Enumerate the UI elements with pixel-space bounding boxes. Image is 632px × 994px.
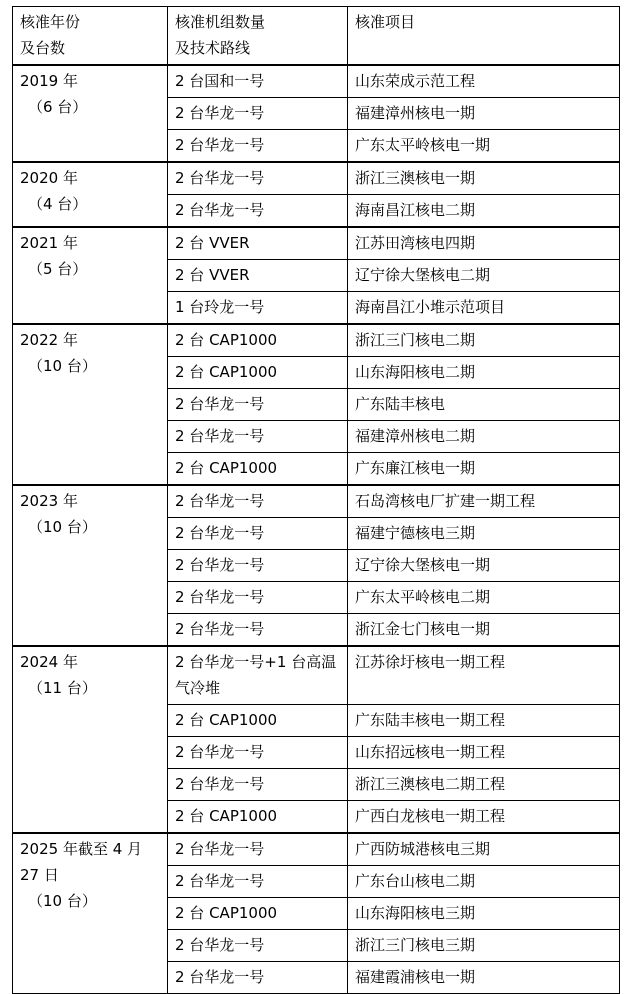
project-cell: 浙江金七门核电一期 — [348, 614, 620, 647]
units-tech-cell: 2 台华龙一号 — [168, 582, 348, 614]
units-tech-cell: 2 台华龙一号 — [168, 421, 348, 453]
project-cell: 石岛湾核电厂扩建一期工程 — [348, 485, 620, 518]
units-tech-cell: 2 台华龙一号 — [168, 195, 348, 228]
unit-count: （11 台） — [28, 679, 97, 697]
units-tech-cell: 2 台 CAP1000 — [168, 453, 348, 486]
unit-count: （6 台） — [28, 98, 88, 116]
project-cell: 山东海阳核电三期 — [348, 898, 620, 930]
approval-year: 2020 年 — [20, 169, 78, 187]
unit-count: （10 台） — [28, 892, 97, 910]
project-cell: 江苏田湾核电四期 — [348, 227, 620, 260]
project-cell: 山东海阳核电二期 — [348, 357, 620, 389]
approval-year: 2021 年 — [20, 234, 78, 252]
units-tech-cell: 2 台华龙一号 — [168, 485, 348, 518]
units-tech-cell: 2 台华龙一号 — [168, 930, 348, 962]
project-cell: 辽宁徐大堡核电二期 — [348, 260, 620, 292]
year-cell — [13, 485, 168, 646]
units-tech-cell: 2 台华龙一号 — [168, 962, 348, 994]
project-cell: 广东太平岭核电一期 — [348, 130, 620, 163]
approval-year: 2019 年 — [20, 72, 78, 90]
year-cell — [13, 833, 168, 994]
units-tech-cell: 2 台华龙一号 — [168, 389, 348, 421]
header-tech — [168, 7, 348, 66]
units-tech-cell: 2 台华龙一号 — [168, 737, 348, 769]
project-cell: 广东陆丰核电 — [348, 389, 620, 421]
units-tech-cell: 2 台华龙一号 — [168, 866, 348, 898]
project-cell: 江苏徐圩核电一期工程 — [348, 646, 620, 705]
table-row — [13, 162, 620, 195]
units-tech-cell: 2 台华龙一号 — [168, 769, 348, 801]
project-cell: 海南昌江小堆示范项目 — [348, 292, 620, 325]
unit-count: （5 台） — [28, 260, 88, 278]
project-cell: 福建霞浦核电一期 — [348, 962, 620, 994]
header-tech-line-1: 核准机组数量 — [175, 13, 266, 31]
units-tech-cell: 2 台 CAP1000 — [168, 898, 348, 930]
units-tech-cell: 2 台华龙一号+1 台高温气冷堆 — [168, 646, 348, 705]
header-row — [13, 7, 620, 66]
project-cell: 山东荣成示范工程 — [348, 65, 620, 98]
project-cell: 广东陆丰核电一期工程 — [348, 705, 620, 737]
project-cell: 浙江三澳核电二期工程 — [348, 769, 620, 801]
project-cell: 福建漳州核电一期 — [348, 98, 620, 130]
project-cell: 山东招远核电一期工程 — [348, 737, 620, 769]
project-cell: 浙江三门核电三期 — [348, 930, 620, 962]
units-tech-cell: 2 台 CAP1000 — [168, 357, 348, 389]
project-cell: 海南昌江核电二期 — [348, 195, 620, 228]
project-cell: 广东太平岭核电二期 — [348, 582, 620, 614]
header-tech-line-2: 及技术路线 — [175, 39, 251, 57]
year-cell — [13, 227, 168, 324]
unit-count: （10 台） — [28, 518, 97, 536]
approval-year: 2022 年 — [20, 331, 78, 349]
project-cell: 浙江三门核电二期 — [348, 324, 620, 357]
header-year-line-1: 核准年份 — [20, 13, 81, 31]
project-cell: 福建漳州核电二期 — [348, 421, 620, 453]
project-cell: 浙江三澳核电一期 — [348, 162, 620, 195]
unit-count: （10 台） — [28, 357, 97, 375]
header-project-line-1: 核准项目 — [355, 13, 416, 31]
project-cell: 广东台山核电二期 — [348, 866, 620, 898]
nuclear-approval-table — [12, 6, 620, 994]
units-tech-cell: 2 台华龙一号 — [168, 614, 348, 647]
unit-count: （4 台） — [28, 195, 88, 213]
units-tech-cell: 2 台 VVER — [168, 260, 348, 292]
project-cell: 福建宁德核电三期 — [348, 518, 620, 550]
table-row — [13, 833, 620, 866]
units-tech-cell: 2 台华龙一号 — [168, 833, 348, 866]
units-tech-cell: 2 台 VVER — [168, 227, 348, 260]
project-cell: 广西防城港核电三期 — [348, 833, 620, 866]
table-row — [13, 227, 620, 260]
approval-year: 27 日 — [20, 866, 59, 884]
table-row — [13, 646, 620, 705]
units-tech-cell: 1 台玲龙一号 — [168, 292, 348, 325]
units-tech-cell: 2 台华龙一号 — [168, 550, 348, 582]
header-year — [13, 7, 168, 66]
units-tech-cell: 2 台 CAP1000 — [168, 324, 348, 357]
table-row — [13, 485, 620, 518]
header-project — [348, 7, 620, 66]
project-cell: 辽宁徐大堡核电一期 — [348, 550, 620, 582]
project-cell: 广东廉江核电一期 — [348, 453, 620, 486]
units-tech-cell: 2 台华龙一号 — [168, 518, 348, 550]
year-cell — [13, 65, 168, 162]
year-cell — [13, 324, 168, 485]
table-row — [13, 324, 620, 357]
table-row — [13, 65, 620, 98]
header-year-line-2: 及台数 — [20, 39, 66, 57]
units-tech-cell: 2 台华龙一号 — [168, 162, 348, 195]
table-body — [13, 65, 620, 994]
approval-year: 2025 年截至 4 月 — [20, 840, 143, 858]
units-tech-cell: 2 台华龙一号 — [168, 130, 348, 163]
units-tech-cell: 2 台华龙一号 — [168, 98, 348, 130]
units-tech-cell: 2 台国和一号 — [168, 65, 348, 98]
approval-year: 2023 年 — [20, 492, 78, 510]
units-tech-cell: 2 台 CAP1000 — [168, 801, 348, 834]
year-cell — [13, 646, 168, 833]
year-cell — [13, 162, 168, 227]
units-tech-cell: 2 台 CAP1000 — [168, 705, 348, 737]
project-cell: 广西白龙核电一期工程 — [348, 801, 620, 834]
approval-year: 2024 年 — [20, 653, 78, 671]
